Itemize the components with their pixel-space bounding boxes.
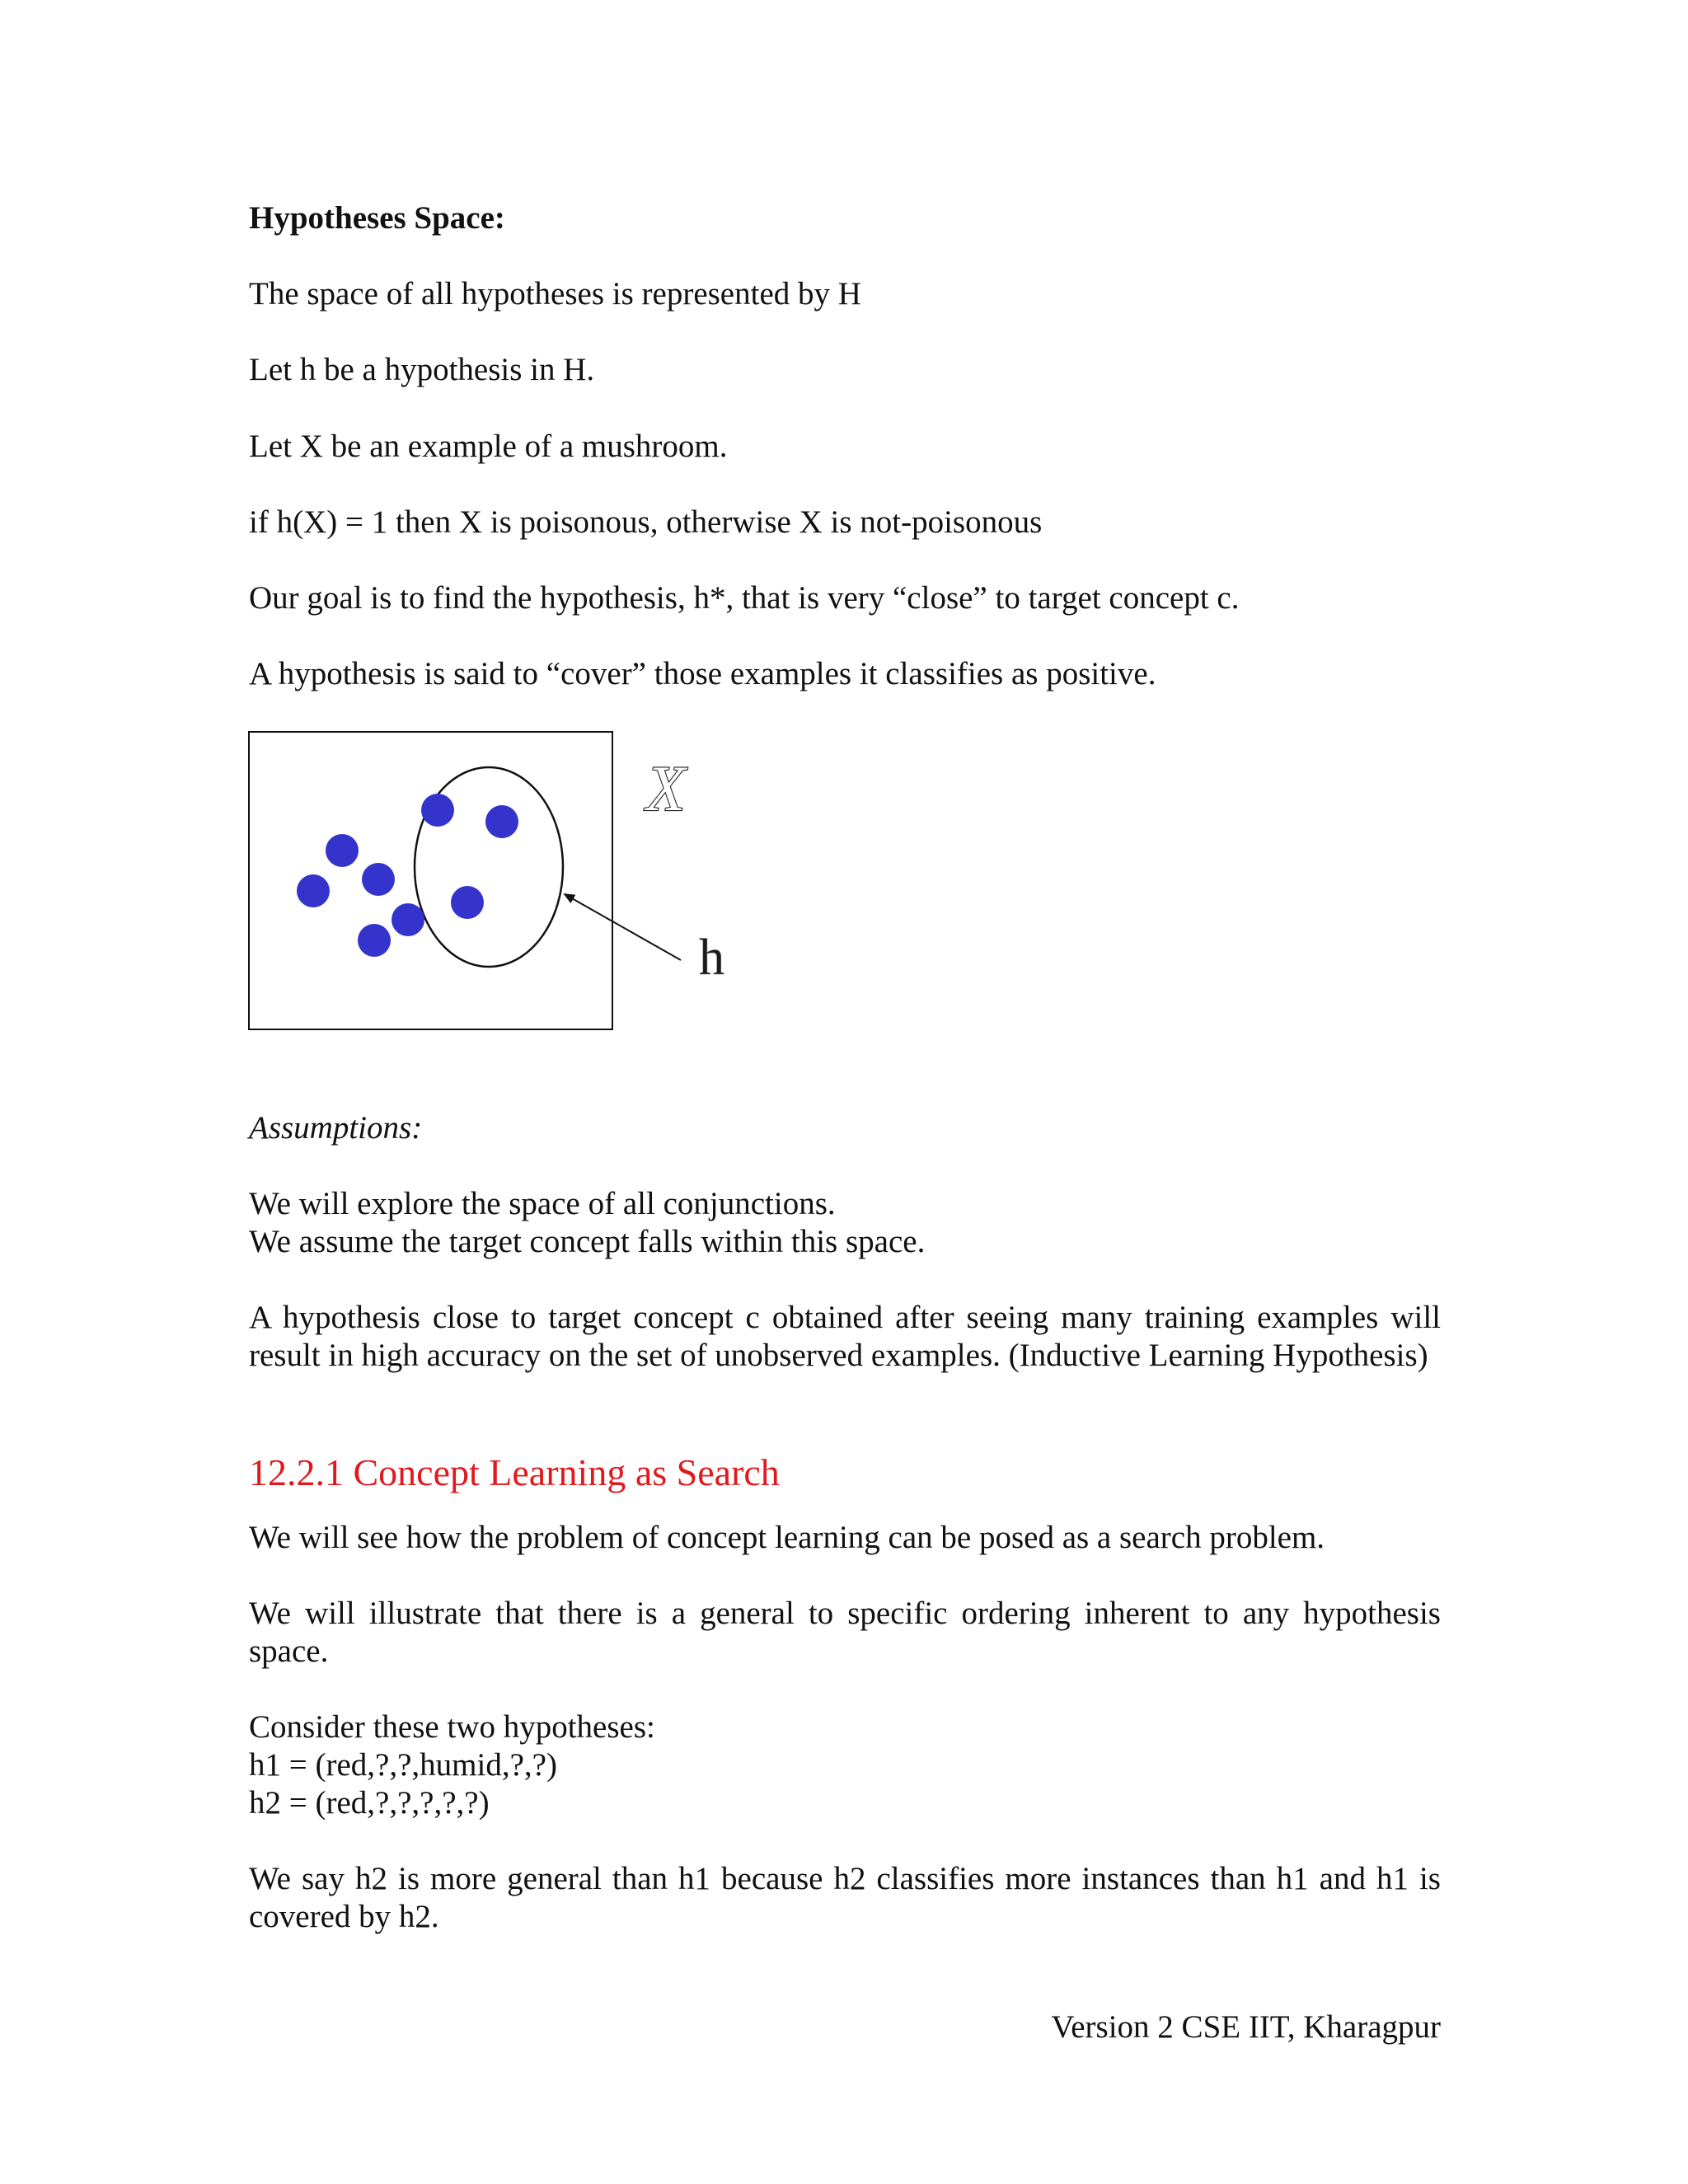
hypothesis-h1: h1 = (red,?,?,humid,?,?) <box>249 1747 557 1783</box>
page-heading: Hypotheses Space: <box>249 200 505 236</box>
text-line-cover: A hypothesis is said to “cover” those examples it classifies as positive. <box>249 656 1156 691</box>
hypothesis-cover-diagram <box>239 721 750 1043</box>
instance-dot <box>326 834 359 867</box>
assumptions-title: Assumptions: <box>249 1110 423 1146</box>
consider-hypotheses-line: Consider these two hypotheses: <box>249 1709 655 1745</box>
instance-dot <box>451 886 484 919</box>
section-paragraph-ordering: We will illustrate that there is a general to specific ordering inherent to any hypothesis space. <box>249 1596 1441 1669</box>
page-footer: Version 2 CSE IIT, Kharagpur <box>1051 2009 1441 2045</box>
instance-dot <box>392 903 424 936</box>
section-paragraph-more-general: We say h2 is more general than h1 because h2 classifies more instances than h1 and h1 is covered by h2. <box>249 1861 1441 1934</box>
hypothesis-pointer-arrow <box>565 894 681 960</box>
instance-dots <box>297 794 518 957</box>
assumption-line-target-concept: We assume the target concept falls within this space. <box>249 1224 926 1259</box>
text-line-example-x: Let X be an example of a mushroom. <box>249 429 728 464</box>
text-line-poisonous-rule: if h(X) = 1 then X is poisonous, otherwise X is not-poisonous <box>249 504 1043 540</box>
instance-dot <box>297 874 330 907</box>
section-title: 12.2.1 Concept Learning as Search <box>249 1451 780 1493</box>
hypothesis-label-h: h <box>699 930 724 986</box>
instance-dot <box>358 924 391 957</box>
text-line-hypothesis-h: Let h be a hypothesis in H. <box>249 352 595 387</box>
instance-dot <box>485 805 518 838</box>
instance-dot <box>362 863 395 896</box>
space-label-x: X <box>646 752 686 824</box>
inductive-learning-paragraph: A hypothesis close to target concept c obtained after seeing many training examples will result in high accuracy on the set of unobserved examples. (Inductive Learning Hypothesis) <box>249 1300 1441 1373</box>
assumption-line-conjunctions: We will explore the space of all conjunctions. <box>249 1186 836 1221</box>
hypothesis-h2: h2 = (red,?,?,?,?,?) <box>249 1785 490 1821</box>
section-paragraph-search: We will see how the problem of concept learning can be posed as a search problem. <box>249 1520 1325 1555</box>
text-line-hypothesis-space: The space of all hypotheses is represented by H <box>249 276 861 312</box>
text-line-goal: Our goal is to find the hypothesis, h*, that is very “close” to target concept c. <box>249 580 1240 616</box>
instance-dot <box>421 794 454 827</box>
